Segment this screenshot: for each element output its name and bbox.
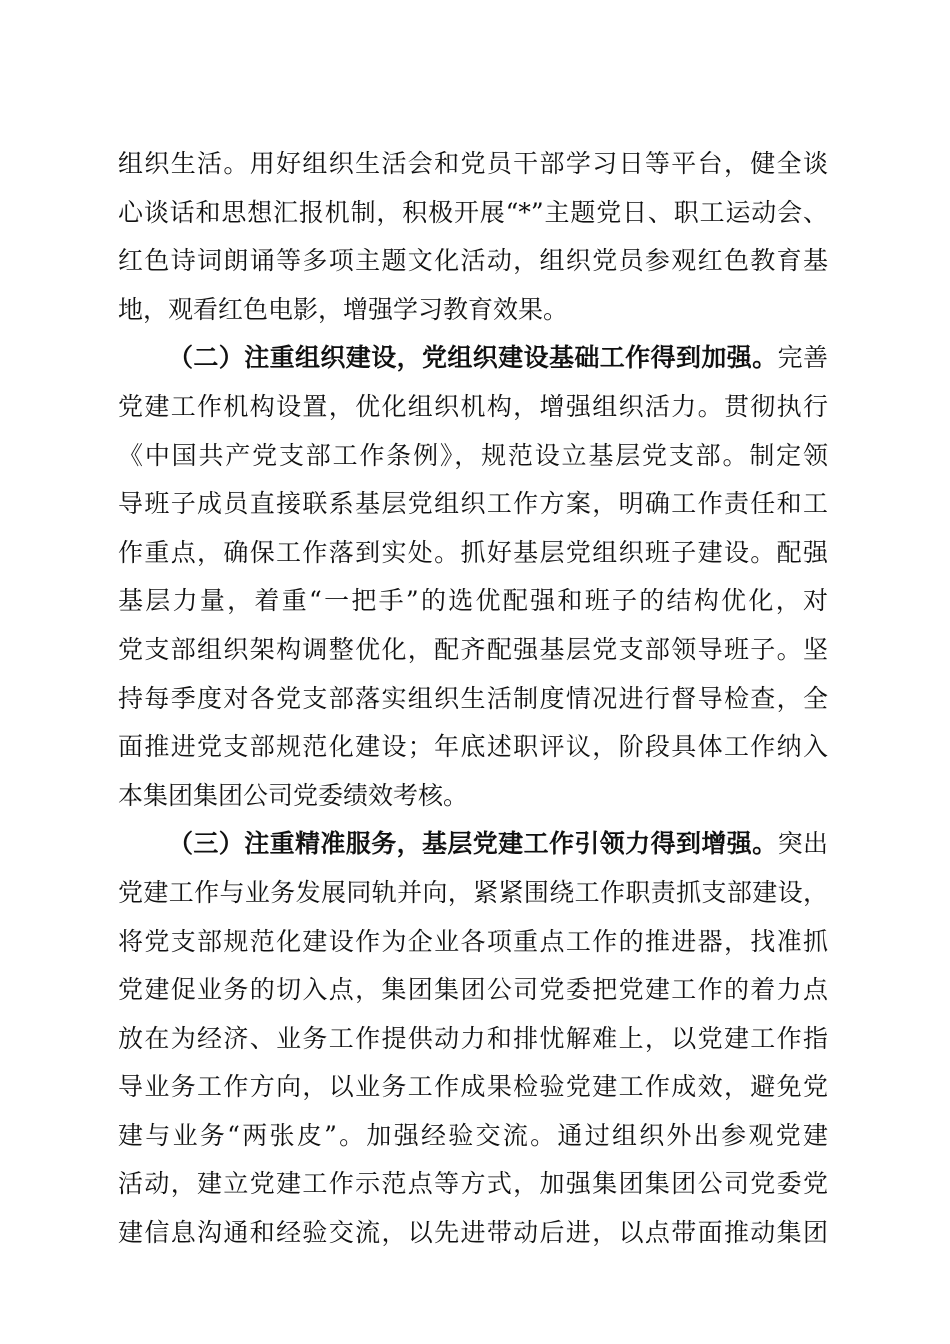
section-heading-3: （三）注重精准服务，基层党建工作引领力得到增强。 (168, 829, 778, 859)
text-line: 持每季度对各党支部落实组织生活制度情况进行督导检查，全 (118, 683, 828, 713)
text-line: 心谈话和思想汇报机制，积极开展“*”主题党日、职工运动会、 (118, 197, 828, 227)
text-line: 导班子成员直接联系基层党组织工作方案，明确工作责任和工 (118, 489, 828, 519)
section-heading-line (118, 334, 828, 383)
text-line: 面推进党支部规范化建设；年底述职评议，阶段具体工作纳入 (118, 732, 828, 762)
section-heading-2: （二）注重组织建设，党组织建设基础工作得到加强。 (168, 343, 778, 373)
paragraph-3 (118, 820, 828, 1257)
paragraph-2 (118, 334, 828, 820)
text-line: 将党支部规范化建设作为企业各项重点工作的推进器，找准抓 (118, 926, 828, 956)
text-line: 党建促业务的切入点，集团集团公司党委把党建工作的着力点 (118, 975, 828, 1005)
heading-line-rest: 突出 (777, 829, 828, 859)
text-line: 基层力量，着重“一把手”的选优配强和班子的结构优化，对 (118, 586, 828, 616)
text-line: 建信息沟通和经验交流，以先进带动后进，以点带面推动集团 (118, 1218, 828, 1248)
text-line: 组织生活。用好组织生活会和党员干部学习日等平台，健全谈 (118, 149, 828, 178)
text-line: 导业务工作方向，以业务工作成果检验党建工作成效，避免党 (118, 1072, 828, 1102)
paragraph-1 (118, 140, 828, 334)
text-line: 《中国共产党支部工作条例》，规范设立基层党支部。制定领 (118, 440, 828, 470)
text-line: 地，观看红色电影，增强学习教育效果。 (118, 294, 569, 324)
text-line: 党支部组织架构调整优化，配齐配强基层党支部领导班子。坚 (118, 634, 828, 664)
text-line: 红色诗词朗诵等多项主题文化活动，组织党员参观红色教育基 (118, 246, 828, 276)
text-line: 党建工作与业务发展同轨并向，紧紧围绕工作职责抓支部建设， (118, 877, 828, 907)
text-line: 作重点，确保工作落到实处。抓好基层党组织班子建设。配强 (118, 537, 828, 567)
section-heading-line (118, 820, 828, 869)
text-line: 建与业务“两张皮”。加强经验交流。通过组织外出参观党建 (118, 1120, 828, 1150)
document-body (118, 140, 828, 1258)
text-line: 党建工作机构设置，优化组织机构，增强组织活力。贯彻执行 (118, 391, 828, 421)
text-line: 本集团集团公司党委绩效考核。 (118, 780, 469, 810)
text-line: 放在为经济、业务工作提供动力和排忧解难上，以党建工作指 (118, 1023, 828, 1053)
heading-line-rest: 完善 (777, 343, 828, 373)
text-line: 活动，建立党建工作示范点等方式，加强集团集团公司党委党 (118, 1169, 828, 1199)
